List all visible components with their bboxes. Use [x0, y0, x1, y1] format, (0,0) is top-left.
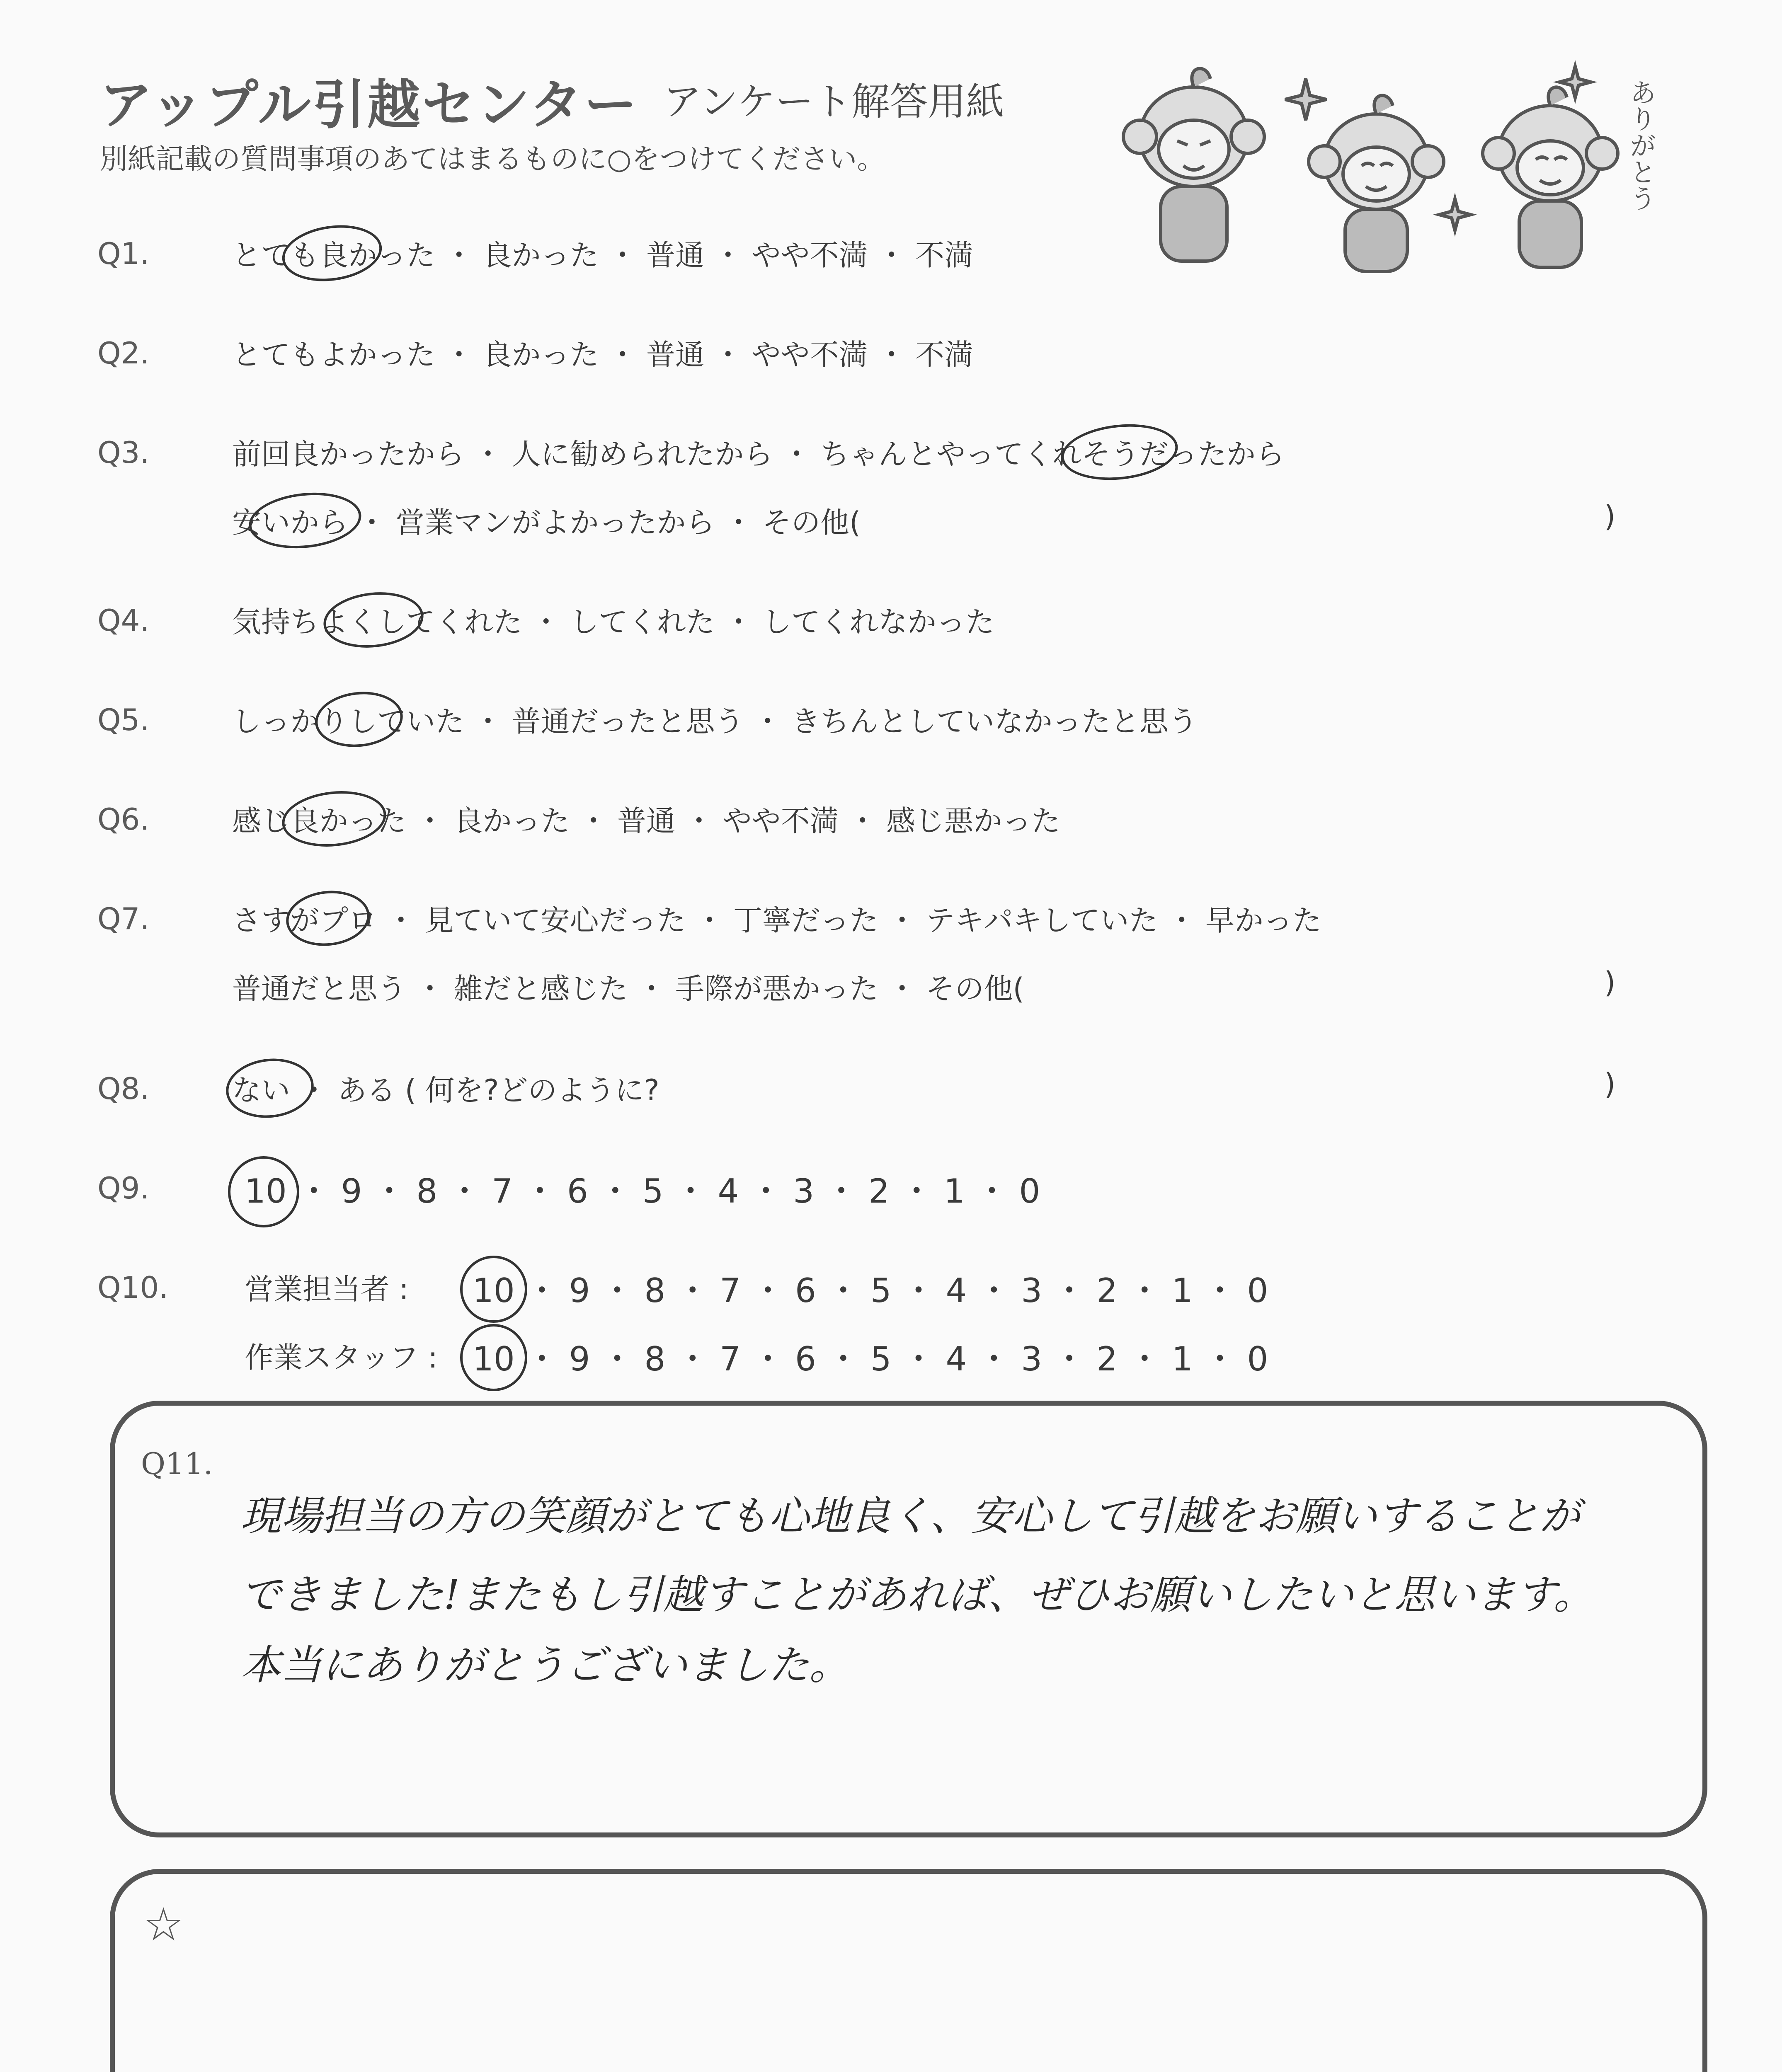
- q1-options: とても良かった ・ 良かった ・ 普通 ・ やや不満 ・ 不満: [232, 238, 974, 272]
- q11-label: Q11.: [141, 1446, 213, 1481]
- q3-label: Q3.: [97, 435, 150, 470]
- q1-label: Q1.: [97, 236, 150, 271]
- q11-comment-line3: 本当にありがとうございました。: [240, 1642, 850, 1689]
- q4-label: Q4.: [97, 603, 150, 638]
- answer-circle: [460, 1324, 527, 1391]
- answer-circle: [228, 1156, 299, 1227]
- answer-circle: [279, 219, 385, 287]
- mascot-illustration: [1111, 54, 1670, 286]
- q5-label: Q5.: [97, 702, 150, 737]
- q7-close-paren: ): [1604, 966, 1616, 1000]
- q5-options: しっかりしていた ・ 普通だったと思う ・ きちんとしていなかったと思う: [232, 704, 1198, 738]
- q10-label: Q10.: [97, 1270, 169, 1305]
- q9-scale: 10 ・ 9 ・ 8 ・ 7 ・ 6 ・ 5 ・ 4 ・ 3 ・ 2 ・ 1 ・ 0: [245, 1172, 1040, 1210]
- q10-sales-label: 営業担当者 :: [245, 1272, 409, 1306]
- answer-circle: [246, 487, 364, 554]
- q6-options: 感じ良かった ・ 良かった ・ 普通 ・ やや不満 ・ 感じ悪かった: [232, 804, 1061, 838]
- answer-circle: [313, 687, 406, 751]
- q4-options: 気持ちよくしてくれた ・ してくれた ・ してくれなかった: [232, 605, 995, 639]
- answer-circle: [284, 887, 373, 950]
- survey-title: アップル引越センター: [99, 74, 639, 136]
- q8-label: Q8.: [97, 1071, 150, 1106]
- q7-options-line1: さすがプロ ・ 見ていて安心だった ・ 丁寧だった ・ テキパキしていた ・ 早かった: [232, 903, 1322, 937]
- q3-options-line2: 安いから ・ 営業マンがよかったから ・ その他(: [232, 506, 861, 540]
- q10-staff-scale: 10 ・ 9 ・ 8 ・ 7 ・ 6 ・ 5 ・ 4 ・ 3 ・ 2 ・ 1 ・ 0: [473, 1340, 1268, 1378]
- q11-comment-line2: できました!またもし引越すことがあれば、ぜひお願いしたいと思います。: [240, 1571, 1594, 1619]
- q3-close-paren: ): [1604, 499, 1616, 533]
- q7-options-line2: 普通だと思う ・ 雑だと感じた ・ 手際が悪かった ・ その他(: [232, 972, 1024, 1006]
- q10-staff-label: 作業スタッフ :: [245, 1341, 438, 1375]
- answer-circle: [321, 588, 426, 653]
- q6-label: Q6.: [97, 802, 150, 837]
- q8-close-paren: ): [1604, 1067, 1616, 1101]
- q3-options-line1: 前回良かったから ・ 人に勧められたから ・ ちゃんとやってくれそうだったから: [232, 437, 1285, 471]
- extra-comment-box: [110, 1869, 1707, 2072]
- q2-label: Q2.: [97, 336, 150, 370]
- answer-circle: [279, 786, 389, 852]
- answer-circle: [223, 1054, 317, 1122]
- survey-subtitle: アンケート解答用紙: [663, 80, 1004, 124]
- q7-label: Q7.: [97, 901, 150, 936]
- q11-comment-line1: 現場担当の方の笑顔がとても心地良く、安心して引越をお願いすることが: [240, 1493, 1581, 1540]
- answer-circle: [1059, 419, 1181, 486]
- thanks-label: ありがとう: [1625, 79, 1656, 211]
- q2-options: とてもよかった ・ 良かった ・ 普通 ・ やや不満 ・ 不満: [232, 338, 974, 372]
- q8-options: ない ・ ある ( 何を?どのように?: [232, 1073, 659, 1107]
- answer-circle: [460, 1256, 527, 1323]
- star-icon: ☆: [143, 1898, 184, 1951]
- q10-sales-scale: 10 ・ 9 ・ 8 ・ 7 ・ 6 ・ 5 ・ 4 ・ 3 ・ 2 ・ 1 ・ 0: [473, 1271, 1268, 1310]
- q9-label: Q9.: [97, 1171, 150, 1205]
- survey-instruction: 別紙記載の質問事項のあてはまるものに○をつけてください。: [99, 143, 885, 176]
